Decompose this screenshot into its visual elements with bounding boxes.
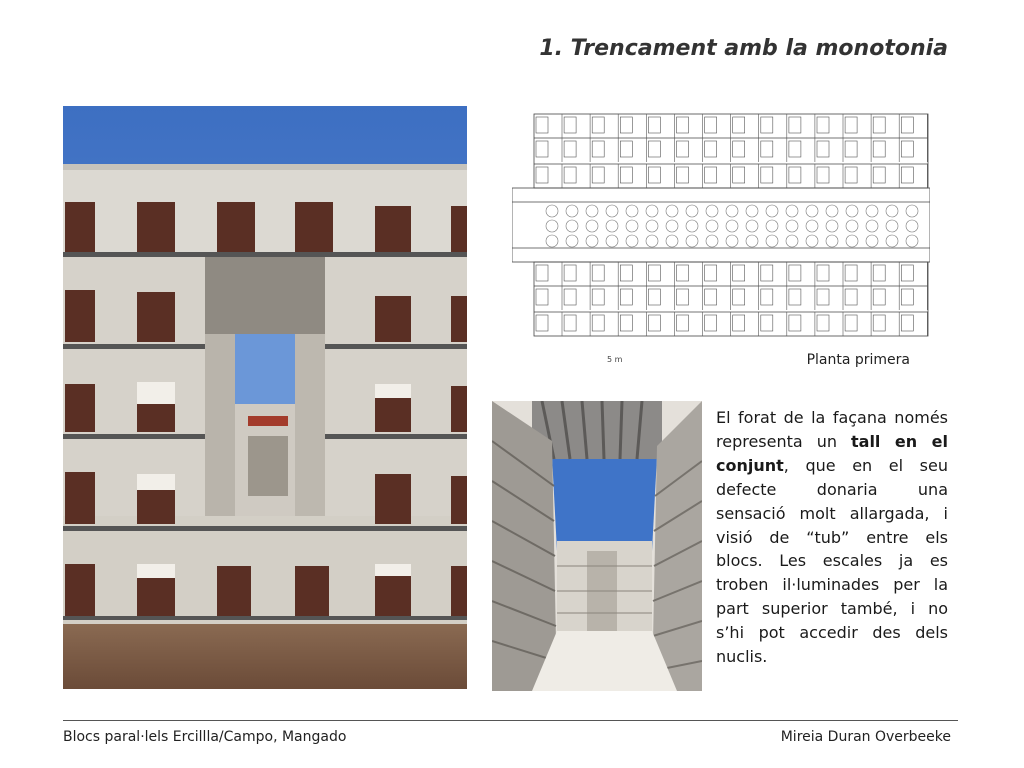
footer-divider [63, 720, 958, 721]
corridor-photo [492, 401, 702, 691]
floor-plan [512, 110, 930, 344]
facade-photo [63, 106, 467, 689]
plan-caption: Planta primera [806, 352, 910, 368]
description-paragraph: El forat de la façana només representa un tall en el conjunt, que en el seu defecte donaria una sensació molt allargada, i visió de “tub” entre els blocs. Les escales ja es troben il·luminades per la part superior també, i no s’hi pot accedir des dels nuclis. [716, 408, 948, 667]
plan-scale-label: 5 m [607, 355, 623, 364]
footer-project: Blocs paral·lels Ercillla/Campo, Mangado [63, 729, 347, 745]
slide-title: 1. Trencament amb la monotonia [539, 36, 948, 61]
emphasis-text: tall en el conjunt [716, 431, 948, 475]
footer-author: Mireia Duran Overbeeke [780, 729, 951, 745]
